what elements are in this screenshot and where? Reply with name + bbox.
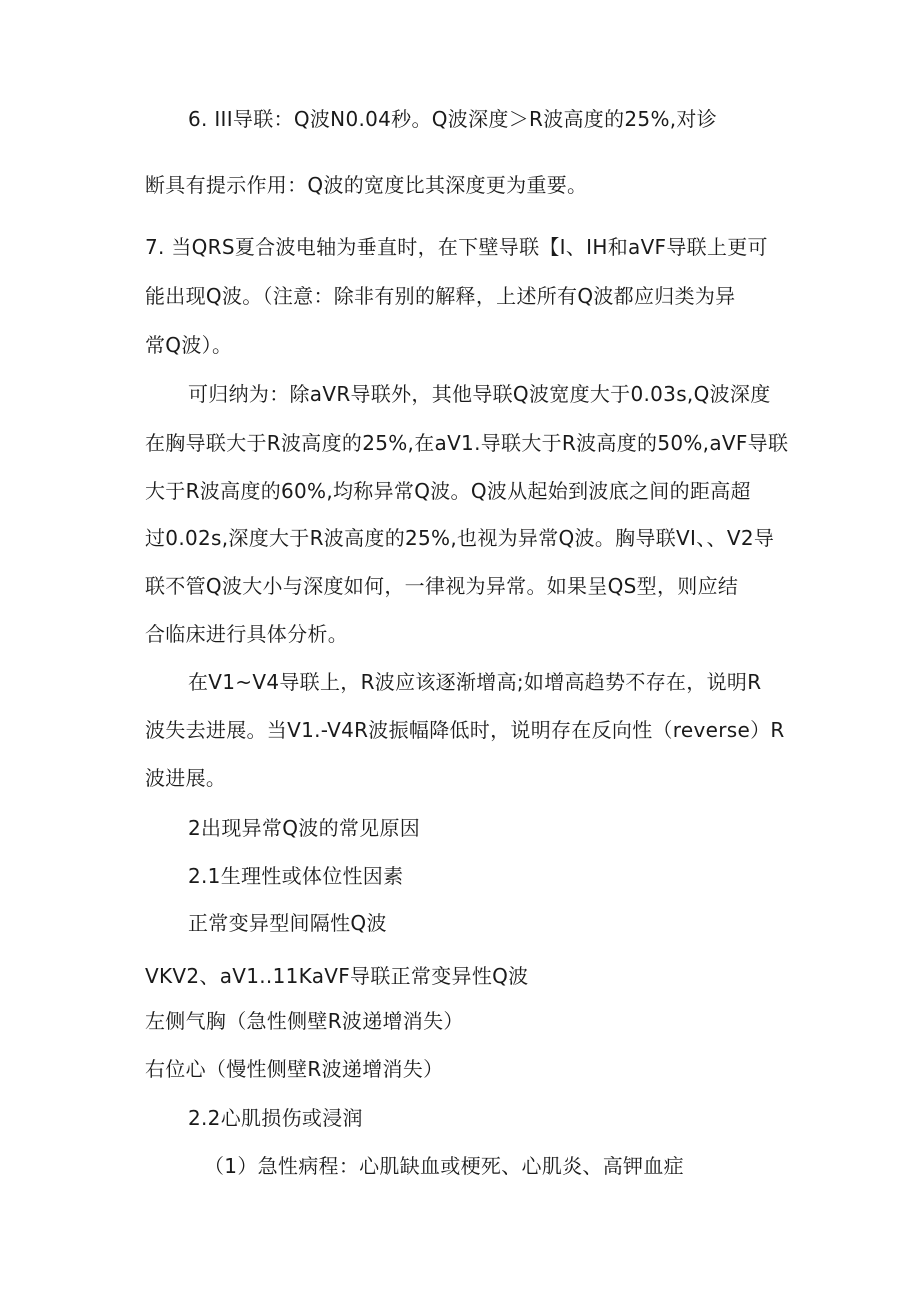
subheading-septal-q: 正常变异型间隔性Q波 — [188, 911, 387, 935]
progression-line1: 在V1~V4导联上，R波应该逐渐增高;如增高趋势不存在，说明R — [188, 670, 762, 694]
summary-line1: 可归纳为：除aVR导联外，其他导联Q波宽度大于0.03s,Q波深度 — [188, 382, 771, 406]
list-item-pneumothorax: 左侧气胸（急性侧壁R波递增消失） — [145, 1009, 464, 1033]
summary-line2: 在胸导联大于R波高度的25%,在aV1.导联大于R波高度的50%,aVF导联 — [145, 431, 789, 455]
item6-line1: 6. III导联：Q波N0.04秒。Q波深度＞R波高度的25%,对诊 — [188, 107, 718, 131]
item7-line2: 能出现Q波。（注意：除非有别的解释，上述所有Q波都应归类为异 — [145, 284, 736, 308]
progression-line2: 波失去进展。当V1.-V4R波振幅降低时，说明存在反向性（reverse）R — [145, 718, 785, 742]
heading-2-2: 2.2心肌损伤或浸润 — [188, 1106, 363, 1130]
list-item-dextrocardia: 右位心（慢性侧壁R波递增消失） — [145, 1057, 444, 1081]
item7-line1: 7. 当QRS夏合波电轴为垂直时，在下壁导联【I、IH和aVF导联上更可 — [145, 235, 768, 259]
summary-line4: 过0.02s,深度大于R波高度的25%,也视为异常Q波。胸导联VI、、V2导 — [145, 526, 775, 550]
progression-line3: 波进展。 — [145, 766, 227, 790]
list-item-normal-variant: VKV2、aV1..11KaVF导联正常变异性Q波 — [145, 964, 529, 988]
summary-line5: 联不管Q波大小与深度如何，一律视为异常。如果呈QS型，则应结 — [145, 574, 739, 598]
item7-line3: 常Q波）。 — [145, 333, 233, 357]
summary-line3: 大于R波高度的60%,均称异常Q波。Q波从起始到波底之间的距高超 — [145, 479, 751, 503]
heading-2: 2出现异常Q波的常见原因 — [188, 816, 421, 840]
summary-line6: 合临床进行具体分析。 — [145, 622, 348, 646]
list-item-acute-course: （1）急性病程：心肌缺血或梗死、心肌炎、高钾血症 — [204, 1154, 684, 1178]
item6-line2: 断具有提示作用：Q波的宽度比其深度更为重要。 — [145, 173, 588, 197]
heading-2-1: 2.1生理性或体位性因素 — [188, 864, 404, 888]
